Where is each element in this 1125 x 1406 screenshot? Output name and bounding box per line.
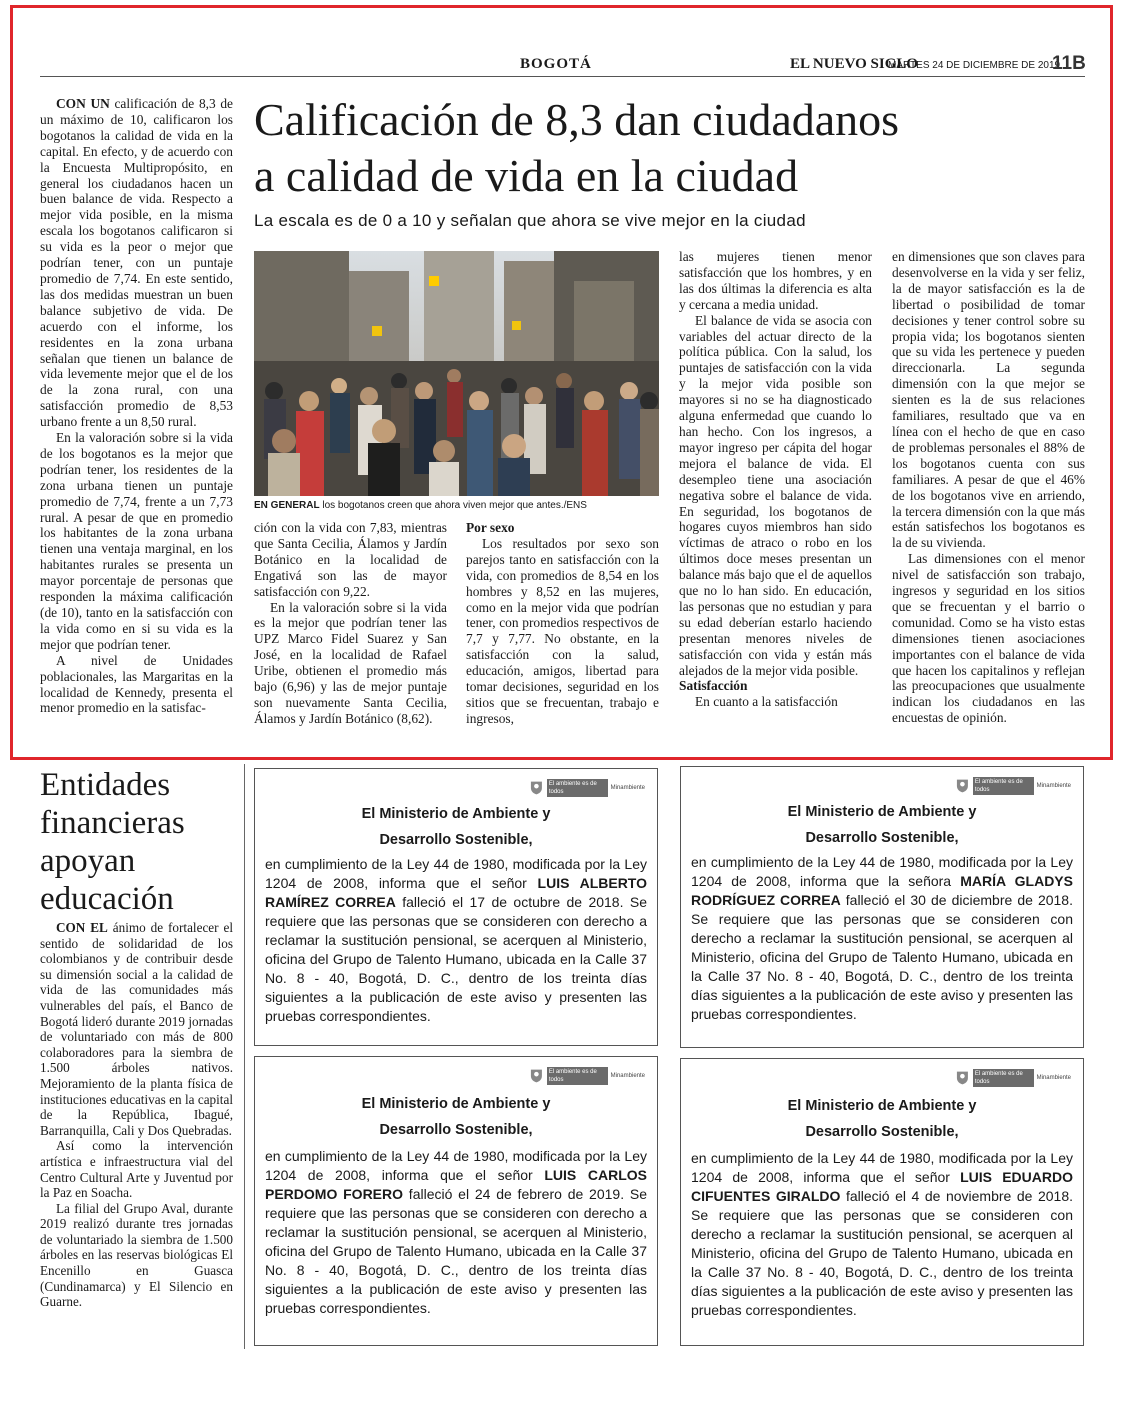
- issue-date: MARTES 24 DE DICIEMBRE DE 2019: [888, 60, 1061, 71]
- page-number: 11B: [1052, 53, 1086, 74]
- caption-lead: EN GENERAL: [254, 500, 320, 511]
- deceased-name: LUIS ALBERTO RAMÍREZ CORREA: [265, 875, 647, 910]
- subheading: Satisfacción: [679, 678, 748, 694]
- logo-badge: El ambiente es de todos: [547, 1067, 608, 1085]
- lead-in: CON UN: [56, 96, 110, 111]
- notice-body: en cumplimiento de la Ley 44 de 1980, modificada por la Ley 1204 de 2008, informa que el señor LUIS CARLOS PERDOMO FORERO falleció el 24 de febrero de 2019. Se requiere que las personas que se consideren con derecho a reclamar la sustitución pensional, se acerquen al Ministerio, oficina del Grupo de Talento Humano, ubicada en la Calle 37 No. 8 - 40, Bogotá, D. C., dentro de los treinta días siguientes a la publicación de este aviso y presenten las pruebas correspondientes.: [265, 1148, 648, 1316]
- notice-body: en cumplimiento de la Ley 44 de 1980, modificada por la Ley 1204 de 2008, informa que el señor LUIS EDUARDO CIFUENTES GIRALDO falleció el 4 de noviembre de 2018. Se requiere que las personas que se consideren con derecho a reclamar la sustitución pensional, se acerquen al Ministerio, oficina del Grupo de Talento Humano, ubicada en la Calle 37 No. 8 - 40, Bogotá, D. C., dentro de los treinta días siguientes a la publicación de este aviso y presenten las pruebas correspondientes.: [691, 1150, 1073, 1318]
- coat-of-arms-icon: [530, 780, 543, 796]
- caption-text: los bogotanos creen que ahora viven mejor que antes./ENS: [319, 500, 587, 511]
- paragraph: La filial del Grupo Aval, durante 2019 realizó durante tres jornadas de voluntariado la siembra de 1.500 árboles en las reservas biológicas El Encenillo en Guasca (Cundinamarca) y El Silencio en Guarne.: [40, 1200, 233, 1310]
- deceased-name: MARÍA GLADYS RODRÍGUEZ CORREA: [691, 873, 1073, 908]
- paragraph: las mujeres tienen menor satisfacción que los hombres, y en las dos últimas la diferencia es alta y cercana a media unidad.: [679, 249, 872, 312]
- paragraph: Así como la intervención artística e infraestructura vial del Centro Cultural Arte y Juventud por la Paz en Soacha.: [40, 1138, 233, 1201]
- article-column-3: [466, 520, 659, 727]
- headline-line: apoyan: [40, 843, 136, 879]
- logo-badge: El ambiente es de todos: [973, 1069, 1034, 1087]
- deceased-name: LUIS CARLOS PERDOMO FORERO: [265, 1167, 648, 1202]
- notice-body: en cumplimiento de la Ley 44 de 1980, modificada por la Ley 1204 de 2008, informa que la señora MARÍA GLADYS RODRÍGUEZ CORREA falleció el 30 de diciembre de 2018. Se requiere que las personas que se consideren con derecho a reclamar la sustitución pensional, se acerquen al Ministerio, oficina del Grupo de Talento Humano, ubicada en la Calle 37 No. 8 - 40, Bogotá, D. C., dentro de los treinta días siguientes a la publicación de este aviso y presenten las pruebas correspondientes.: [691, 854, 1073, 1022]
- paragraph: calificación de 8,3 de un máximo de 10, calificaron los bogotanos la calidad de vida en la capital. En efecto, y de acuerdo con la Encuesta Multipropósito, en general los ciudadanos hacen un buen balance de vida. Respecto a mejor vida posible, en la misma escala los bogotanos calificaron si su vida es la peor o mejor que podrían tener, con un puntaje promedio de 7,74. En este sentido, las dos medidas muestran un buen balance subjetivo de vida. De acuerdo con el informe, los residentes en la zona urbana señalan que tienen un balance de vida levemente mejor que el de los de la zona rural, con una satisfacción promedio de 8,53 urbano frente a un 8,50 rural.: [40, 96, 234, 430]
- headline-line: a calidad de vida en la ciudad: [254, 150, 799, 201]
- logo-badge: El ambiente es de todos: [973, 777, 1034, 795]
- ministry-logo: [956, 777, 1071, 795]
- legal-notice: [254, 768, 658, 1046]
- masthead: EL NUEVO SIGLO: [790, 56, 919, 72]
- headline-line: financieras: [40, 805, 185, 841]
- notice-title: El Ministerio de Ambiente y Desarrollo Sostenible,: [787, 804, 977, 846]
- side-story-headline: [40, 766, 185, 918]
- photo-caption: [254, 500, 674, 511]
- logo-ministry: Minambiente: [610, 785, 645, 791]
- side-story-body: [40, 920, 233, 1310]
- header-divider: [40, 76, 1085, 77]
- section-name: BOGOTÁ: [520, 56, 592, 72]
- headline-line: Calificación de 8,3 dan ciudadanos: [254, 94, 900, 145]
- headline-line: Entidades: [40, 767, 171, 803]
- paragraph: en dimensiones que son claves para desenvolverse en la vida y ser feliz, la de mayor satisfacción es la de libertad o posibilidad de tomar decisiones y tener control sobre su propia vida; los bogotanos sienten que su vida les pertenece y pueden direccionarla. La segunda dimensión con la que mejor se sienten es la de sus relaciones familiares, resultado que va en línea con el hecho de que en caso de problemas personales el 88% de los bogotanos cuenta con sus familiares. A pesar de que el 46% de los bogotanos vive en arriendo, la tercera dimensión con la que más están satisfechos los bogotanos es la de su vivienda.: [892, 249, 1085, 551]
- logo-badge: El ambiente es de todos: [547, 779, 608, 797]
- paragraph: Los resultados por sexo son parejos tanto en satisfacción con la vida, con promedios de 8,54 en los hombres y 8,52 en las mujeres, como en la mejor vida que podrían tener, con promedios respectivos de 7,7 y 7,77. No obstante, en la satisfacción con la salud, educación, amigos, libertad para tomar decisiones, seguridad en los sitios que se frecuentan, trabajo e ingresos,: [466, 535, 659, 726]
- article-column-2: [254, 520, 447, 727]
- deceased-name: LUIS EDUARDO CIFUENTES GIRALDO: [691, 1169, 1073, 1204]
- article-column-5: [892, 249, 1085, 726]
- notice-body: en cumplimiento de la Ley 44 de 1980, modificada por la Ley 1204 de 2008, informa que el señor LUIS ALBERTO RAMÍREZ CORREA falleció el 17 de octubre de 2018. Se requiere que las personas que se consideren con derecho a reclamar la sustitución pensional, se acerquen al Ministerio, oficina del Grupo de Talento Humano, ubicada en la Calle 37 No. 8 - 40, Bogotá, D. C., dentro de los treinta días siguientes a la publicación de este aviso y presenten las pruebas correspondientes.: [265, 856, 647, 1024]
- logo-ministry: Minambiente: [1036, 783, 1071, 789]
- street-crowd-photo: [254, 251, 659, 496]
- headline-line: educación: [40, 881, 174, 917]
- lead-in: CON EL: [56, 920, 108, 935]
- column-divider: [244, 764, 245, 1349]
- paragraph: En la valoración sobre si la vida de los bogotanos es la mejor que podrían tener, los residentes de la zona urbana tienen un puntaje promedio de 7,74, frente a un 7,73 rural. A pesar de que en promedio los habitantes de la zona urbana tienen una ventaja marginal, en los habitantes rurales se presenta un mayor porcentaje de personas que responden la máxima calificación (de 10), tanto en la satisfacción con la vida como en si su vida es la mejor que podrían tener.: [40, 430, 233, 652]
- paragraph: En cuanto a la satisfacción: [695, 694, 838, 710]
- paragraph: En la valoración sobre si la vida es la mejor que podrían tener las UPZ Marco Fidel Suarez y San José, en la localidad de Rafael Uribe, obtienen el promedio más bajo (6,96) y las de mejor puntaje son nuevamente Santa Cecilia, Álamos y Jardín Botánico (8,62).: [254, 599, 447, 726]
- paragraph: ción con la vida con 7,83, mientras que Santa Cecilia, Álamos y Jardín Botánico en la localidad de Engativá son las de mayor satisfacción con 9,22.: [254, 520, 447, 599]
- notice-title: El Ministerio de Ambiente y Desarrollo Sostenible,: [361, 1096, 551, 1138]
- logo-ministry: Minambiente: [1036, 1075, 1071, 1081]
- ministry-logo: [530, 779, 645, 797]
- paragraph: El balance de vida se asocia con variables del actuar directo de la política pública. Con la salud, los puntajes de satisfacción con la vida y la mejor vida posible son mayores si no se ha diagnosticado alguna enfermedad que cuando lo han hecho. Con los ingresos, a mayor ingreso per cápita del hogar mejora el balance de vida. El desempleo tiene una asociación negativa sobre el balance de vida. En seguridad, los bogotanos de hogares cuyos miembros han sido víctimas de atraco o robo en los últimos doce meses presentan un balance más bajo que el de aquellos que no lo han sido. En educación, las personas que no estudian y para su edad deberían estarlo haciendo presentan menores niveles de satisfacción con vida y están más alejados de la mejor vida posible.: [679, 312, 872, 678]
- coat-of-arms-icon: [530, 1068, 543, 1084]
- legal-notice: [680, 1058, 1084, 1346]
- legal-notice: [680, 766, 1084, 1048]
- subheading: Por sexo: [466, 520, 515, 535]
- headline: [254, 92, 1084, 204]
- legal-notice: [254, 1056, 658, 1346]
- article-column-4: [679, 249, 872, 710]
- notice-title: El Ministerio de Ambiente y Desarrollo Sostenible,: [787, 1098, 977, 1140]
- coat-of-arms-icon: [956, 1070, 969, 1086]
- ministry-logo: [956, 1069, 1071, 1087]
- paragraph: Las dimensiones con el menor nivel de satisfacción son trabajo, ingresos y seguridad en los sitios que se frecuentan y el barrio o comunidad. Como se ha visto estas dimensiones tienen asociaciones importantes con el balance de vida que hacen los capitalinos y reflejan las preocupaciones que usualmente indican los ciudadanos en las encuestas de opinión.: [892, 551, 1085, 726]
- paragraph: A nivel de Unidades poblacionales, las Margaritas en la localidad de Kennedy, presenta el menor promedio en la satisfac-: [40, 652, 233, 716]
- subheadline: La escala es de 0 a 10 y señalan que ahora se vive mejor en la ciudad: [254, 211, 806, 230]
- coat-of-arms-icon: [956, 778, 969, 794]
- ministry-logo: [530, 1067, 645, 1085]
- logo-ministry: Minambiente: [610, 1073, 645, 1079]
- article-column-1: [40, 96, 233, 716]
- paragraph: ánimo de fortalecer el sentido de solidaridad de los colombianos y de contribuir desde su dimensión social a la calidad de vida de las comunidades más vulnerables del país, el Banco de Bogotá lideró durante 2019 jornadas de voluntariado con más de 800 colaboradores para la siembra de 1.500 árboles nativos. Mejoramiento de la planta física de instituciones educativas en la capital de la República, Ibagué, Barranquilla, Cali y Dos Quebradas.: [40, 920, 233, 1138]
- notice-title: El Ministerio de Ambiente y Desarrollo Sostenible,: [361, 806, 551, 848]
